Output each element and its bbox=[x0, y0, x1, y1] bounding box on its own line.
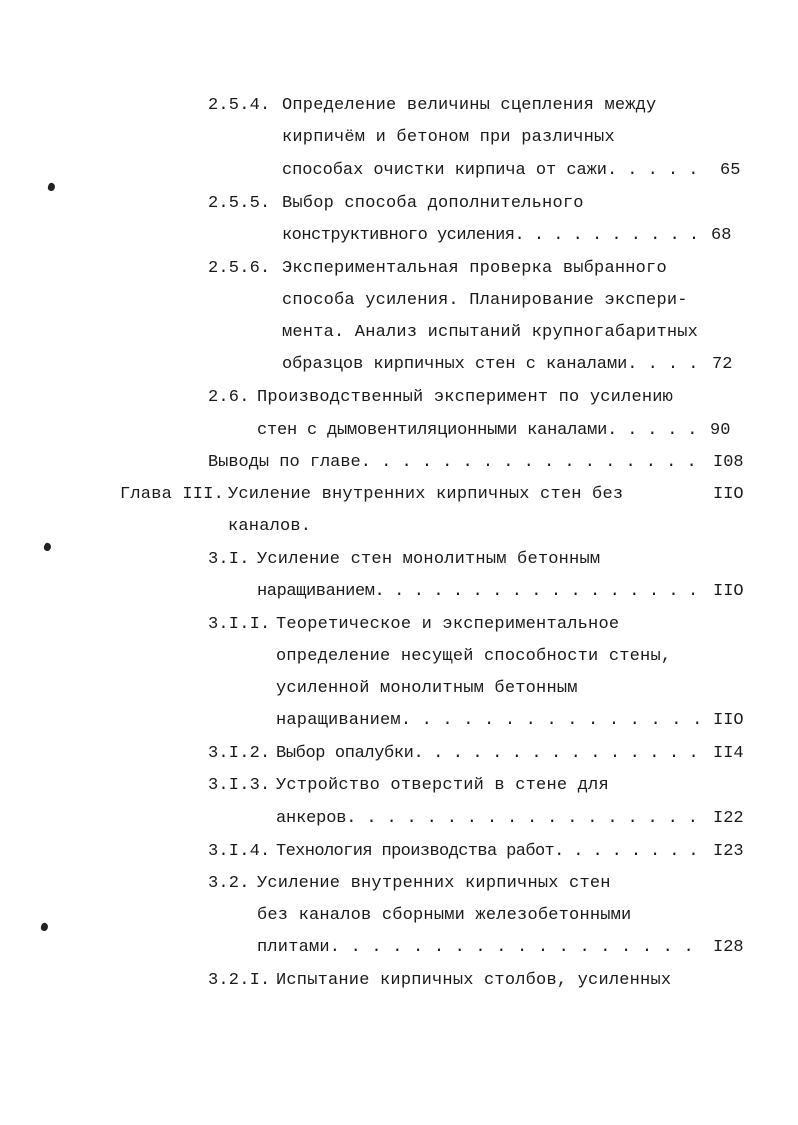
toc-number-3-1-4: 3.I.4. bbox=[208, 842, 271, 861]
toc-page-number: I28 bbox=[713, 938, 744, 957]
toc-page-number: IIO bbox=[713, 711, 744, 730]
toc-text: Усиление стен монолитным бетонным bbox=[257, 550, 601, 569]
toc-text: способах очистки кирпича от сажи. . . . . bbox=[282, 161, 699, 180]
toc-text: Производственный эксперимент по усилению bbox=[257, 388, 674, 407]
toc-page-number: I23 bbox=[713, 842, 744, 861]
toc-page-number: I08 bbox=[713, 453, 744, 472]
toc-text: образцов кирпичных стен с каналами. . . . bbox=[282, 355, 699, 374]
toc-text: каналов. bbox=[228, 517, 312, 536]
toc-text: конструктивного усиления. . . . . . . . . . bbox=[282, 226, 699, 245]
toc-text: Испытание кирпичных столбов, усиленных bbox=[276, 971, 672, 990]
toc-text: плитами. . . . . . . . . . . . . . . . . . bbox=[257, 938, 694, 957]
toc-text: усиленной монолитным бетонным bbox=[276, 679, 578, 698]
margin-mark-1 bbox=[47, 182, 57, 192]
toc-text: наращиванием. . . . . . . . . . . . . . . . . bbox=[257, 582, 698, 601]
toc-number-3-1-3: 3.I.3. bbox=[208, 776, 271, 795]
toc-text: Выводы по главе. . . . . . . . . . . . . . . . . bbox=[208, 453, 697, 472]
toc-text: Выбор опалубки. . . . . . . . . . . . . . . bbox=[276, 744, 699, 763]
toc-number-2-5-6: 2.5.6. bbox=[208, 259, 271, 278]
toc-page-number: 65 bbox=[720, 161, 741, 180]
margin-mark-3 bbox=[40, 922, 50, 932]
toc-text: Экспериментальная проверка выбранного bbox=[282, 259, 667, 278]
toc-text: кирпичём и бетоном при различных bbox=[282, 128, 615, 147]
toc-text: Технология производства работ. . . . . . . . bbox=[276, 842, 698, 861]
toc-text: способа усиления. Планирование экспери- bbox=[282, 291, 688, 310]
toc-number-2-5-5: 2.5.5. bbox=[208, 194, 271, 213]
toc-number-2-5-4: 2.5.4. bbox=[208, 96, 271, 115]
toc-number-3-1-2: 3.I.2. bbox=[208, 744, 271, 763]
toc-text: без каналов сборными железобетонными bbox=[257, 906, 632, 925]
toc-page-number: IIO bbox=[713, 485, 744, 504]
toc-page-number: 72 bbox=[712, 355, 733, 374]
toc-text: анкеров. . . . . . . . . . . . . . . . . . bbox=[276, 809, 698, 828]
toc-text: Устройство отверстий в стене для bbox=[276, 776, 609, 795]
toc-page-number: 90 bbox=[710, 421, 731, 440]
toc-text: Выбор способа дополнительного bbox=[282, 194, 584, 213]
toc-text: Теоретическое и экспериментальное bbox=[276, 615, 620, 634]
toc-number-3-2: 3.2. bbox=[208, 874, 250, 893]
toc-text: Усиление внутренних кирпичных стен без bbox=[228, 485, 624, 504]
toc-page-number: 68 bbox=[711, 226, 732, 245]
toc-text: определение несущей способности стены, bbox=[276, 647, 672, 666]
toc-page-number: II4 bbox=[713, 744, 744, 763]
toc-text: стен с дымовентиляционными каналами. . . . . bbox=[257, 421, 698, 440]
margin-mark-2 bbox=[43, 542, 53, 552]
toc-chapter-label: Глава III. bbox=[120, 485, 225, 504]
toc-number-3-1-1: 3.I.I. bbox=[208, 615, 271, 634]
toc-text: Определение величины сцепления между bbox=[282, 96, 657, 115]
toc-number-2-6: 2.6. bbox=[208, 388, 250, 407]
toc-page-number: I22 bbox=[713, 809, 744, 828]
toc-number-3-1: 3.I. bbox=[208, 550, 250, 569]
toc-text: Усиление внутренних кирпичных стен bbox=[257, 874, 611, 893]
toc-page-number: IIO bbox=[713, 582, 744, 601]
toc-text: мента. Анализ испытаний крупногабаритных bbox=[282, 323, 699, 342]
toc-number-3-2-1: 3.2.I. bbox=[208, 971, 271, 990]
toc-text: наращиванием. . . . . . . . . . . . . . . bbox=[276, 711, 703, 730]
